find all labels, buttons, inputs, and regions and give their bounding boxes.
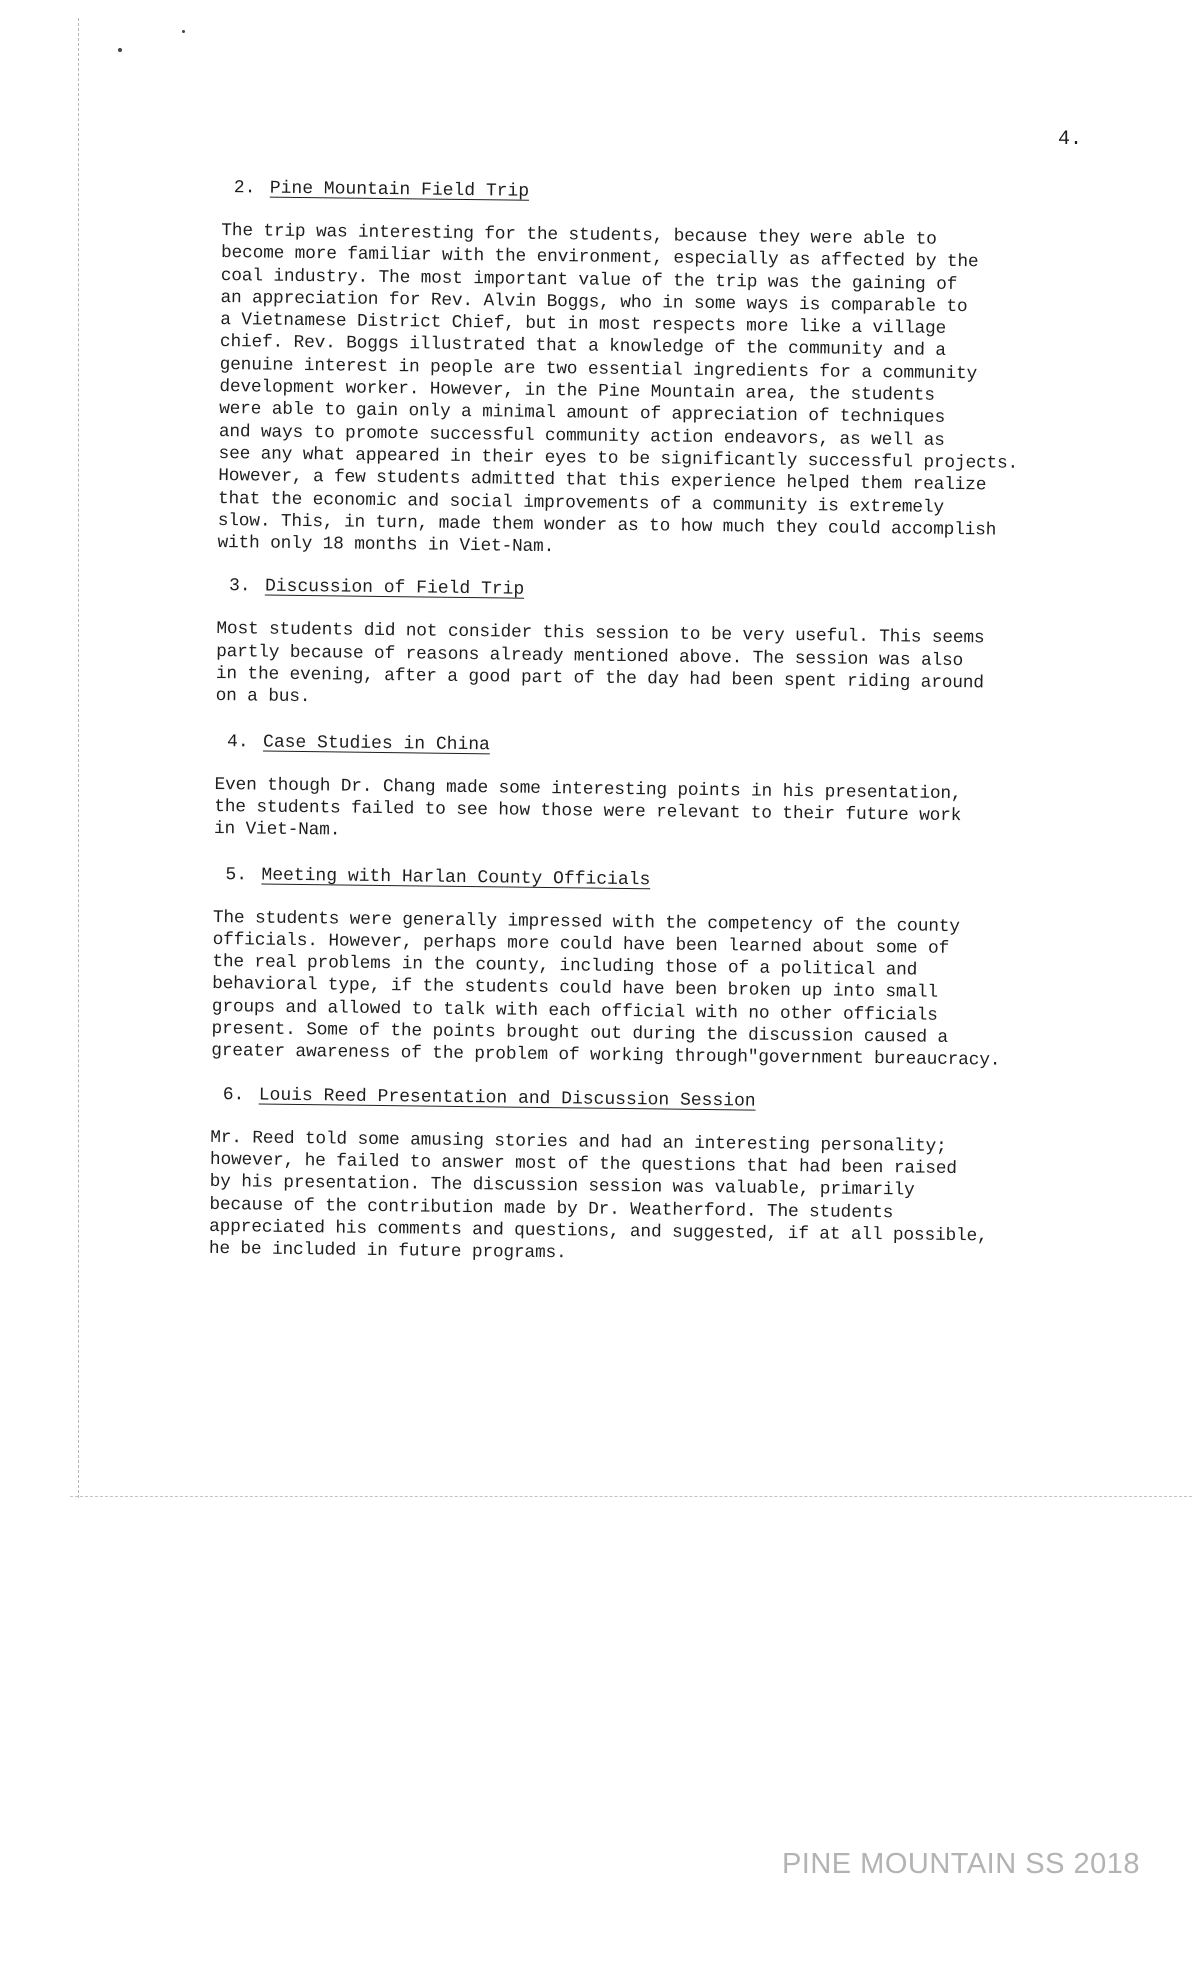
section-number: 3. bbox=[228, 576, 251, 597]
section-title: Discussion of Field Trip bbox=[264, 577, 525, 601]
section-case-studies-in-china bbox=[214, 730, 1130, 852]
section-number: 5. bbox=[225, 864, 248, 885]
section-heading bbox=[227, 730, 1130, 765]
section-number: 6. bbox=[222, 1084, 245, 1105]
page-number: 4. bbox=[1058, 128, 1083, 151]
section-harlan-county-officials bbox=[211, 862, 1128, 1073]
scan-speck bbox=[118, 48, 122, 52]
section-discussion-of-field-trip bbox=[216, 574, 1133, 718]
section-heading bbox=[225, 863, 1128, 898]
section-heading bbox=[229, 575, 1132, 610]
section-paragraph: The trip was interesting for the students, because they were able to become more familiar with the environment, especially as affected by the coal industry. The most important value of the trip was the gaining of an appreciation for Rev. Alvin Boggs, who in some ways is comparable to a Vietnamese District Chief, but in most respects more like a village chief. Rev. Boggs illustrated that a knowledge of the community and a genuine interest in people are two essential ingredients for a community development worker. However, in the Pine Mountain area, the students were able to gain only a minimal amount of appreciation of techniques and ways to promote successful community action endeavors, as well as see any what appeared in their eyes to be significantly successful projects. However, a few students admitted that this experience helped them realize that the economic and social improvements of a community is extremely slow. This, in turn, made them wonder as to how much they could accomplish with only 18 months in Viet-Nam. bbox=[217, 220, 1019, 558]
section-number: 4. bbox=[226, 731, 249, 753]
section-title: Pine Mountain Field Trip bbox=[269, 178, 530, 202]
section-number: 2. bbox=[233, 178, 256, 199]
footer-watermark: PINE MOUNTAIN SS 2018 bbox=[781, 1848, 1140, 1880]
section-paragraph: Even though Dr. Chang made some interesting points in his presentation, the students failed to see how those were relevant to their future work in Viet-Nam. bbox=[213, 774, 962, 841]
section-louis-reed-presentation bbox=[209, 1083, 1126, 1272]
scan-speck bbox=[182, 30, 185, 33]
section-paragraph: Mr. Reed told some amusing stories and had an interesting personality; however, he failed to answer most of the questions that had been raised by his presentation. The discussion session was valuable, primarily because of the contribution made by Dr. Weatherford. The students appreciated his comments and questions, and suggested, if at all possible, he be included in future programs. bbox=[208, 1127, 988, 1264]
section-title: Case Studies in China bbox=[262, 732, 491, 755]
section-pine-mountain-field-trip bbox=[217, 176, 1137, 566]
document-body bbox=[209, 176, 1137, 1271]
section-heading bbox=[234, 176, 1137, 211]
scan-edge-bottom bbox=[70, 1496, 1192, 1497]
section-title: Meeting with Harlan County Officials bbox=[261, 865, 651, 890]
section-paragraph: Most students did not consider this session to be very useful. This seems partly because of reasons already mentioned above. The session was also in the evening, after a good part of the day had been spent riding around on a bus. bbox=[215, 619, 985, 708]
section-paragraph: The students were generally impressed with the competency of the county officials. However, perhaps more could have been learned about some of the real problems in the county, including those of a political and behavioral type, if the students could have been broken up into small groups and allowed to talk with each official with no other officials present. Some of the points brought out during the discussion caused a greater awareness of the problem of working through"government bureaucracy. bbox=[211, 907, 1001, 1071]
section-title: Louis Reed Presentation and Discussion Session bbox=[258, 1085, 756, 1112]
scan-edge-left bbox=[78, 18, 79, 1498]
section-heading bbox=[223, 1083, 1126, 1118]
